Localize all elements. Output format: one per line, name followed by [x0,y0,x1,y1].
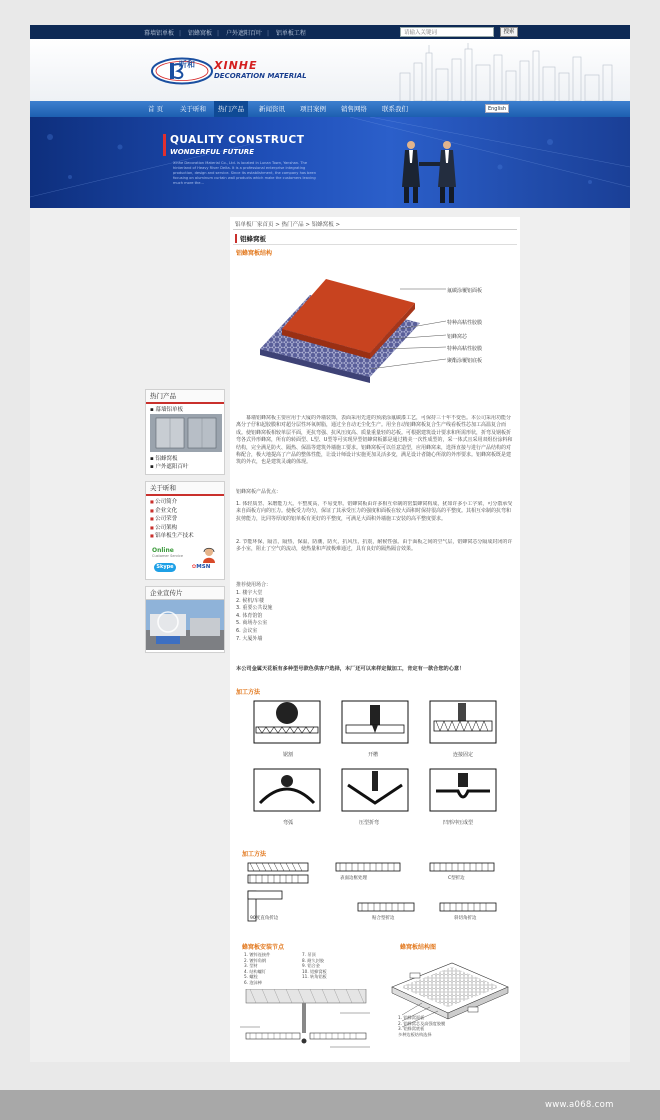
install-item: 10. 铝蜂窝板 [302,968,327,974]
install-item: 2. 镀锌角钢 [244,957,267,963]
businessmen-illustration [402,141,456,203]
structure-label: 多种边板结构选择 [398,1031,432,1037]
breadcrumb: 铝单板厂家首页 > 热门产品 > 铝蜂窝板 > [235,222,341,228]
online-service[interactable]: Online Customer Service Skype ✿MSN [150,545,220,575]
structure-label: 3. 铝蜂窝底板 [398,1026,425,1032]
hot-item-louver[interactable]: ▪ 户外遮阳百叶 [150,463,189,470]
install-item: 9. 铝合金 [302,963,320,969]
use-item: 7. 大厦外墙 [236,635,263,642]
use-item: 4. 体育馆馆 [236,612,263,619]
install-item: 5. 螺栓 [244,974,258,980]
process-caption-groove: 开槽 [368,752,379,758]
uses-title: 推荐使用场合： [236,582,272,588]
install-item: 8. 耐久封胶 [302,957,325,963]
install-item: 7. 吊顶 [302,952,316,957]
advantage-1: 1. 体轻质坚、采磨能力大。平整度高，不易变形。铝蜂窝板由许多相互牵制的密集蜂窝构成，犹如许多小工字梁，可分散承受来自面板方向的压力。使板受力均匀，保证了其承受压力的强度和面板在较大面积时保持很高的平整度。其相互牵制的抗弯和抗剪能力，比同等厚度的铝单板有更好的平整度，可满足大面积外墙施工安装的高平整度要求。 [236,501,513,522]
promo-video-thumbnail[interactable] [146,600,224,650]
hot-products-box [145,389,225,475]
install-heading: 蜂窝板安装节点 [242,944,285,951]
service-agent-icon [202,547,216,563]
process-heading: 加工方法 [236,689,261,696]
banner-decoration [30,117,630,208]
structure-heading: 铝蜂窝板结构 [236,250,273,257]
method-caption-surface: 表面边框处理 [340,876,367,881]
custom-note: 本公司金属天花板有多种型号款色供客户选择，本厂还可以来样定做加工，肯定有一款合您的心意！ [236,666,465,672]
structure-label: 2. 铝蜂窝芯及高强度胶膜 [398,1020,446,1026]
process-caption-fasten: 连接固定 [453,752,474,758]
hot-products-title: 热门产品 [146,390,224,404]
install-list-b [302,952,327,980]
install-item: 3. 型材 [244,963,258,969]
hot-item-curtain[interactable]: ▪ 幕墙铝单板 [150,407,183,413]
structure-diagram-heading: 蜂窝板结构图 [400,944,437,951]
hot-item-honeycomb[interactable]: ▪ 铝蜂窝板 [150,456,178,462]
about-link-honor[interactable]: ■ 公司荣誉 [150,515,220,524]
install-item: 6. 泡沫棒 [244,979,262,985]
page-container [30,25,630,1062]
method-heading: 加工方法 [242,851,267,858]
logo-chinese: 昕和 [179,59,195,69]
skype-button[interactable]: Skype [154,563,176,572]
nav-home[interactable]: 首 页 [148,105,164,113]
city-skyline-graphic [390,43,630,101]
processing-methods-diagram [252,699,502,821]
install-item: 11. 转角铝板 [302,974,327,980]
layer-label-3: 铝蜂窝芯 [447,334,468,340]
search-button[interactable]: 搜索 [500,27,518,37]
brand-name: XINHE [214,59,258,72]
top-link-louver[interactable]: 户外遮阳百叶 [225,30,262,37]
about-link-structure[interactable]: ■ 公司架构 [150,524,220,533]
search-input[interactable]: 请输入关键词 [400,27,494,37]
intro-paragraph: 幕墙铝蜂窝板主要应用于大厦的外墙装饰，表面采用先进的预滚涂氟碳漆工艺，可保持三十年不变色。本公司采用功能分离分子仔和起胶膜和对超分层性环氧树脂，通过全自动无尘化生产。用全自动铝蜂窝板复合生产线看板性芯加工高温复合而成。使铝蜂窝板相较单层平面，更抗弯强、抗风压度高、质量重量轻的芯板。可根据建筑设计要求和所需形状，折弯及钢板折弯各式异形蜂窝，所有的转面型、L型、U型等可实现异型铝蜂窝板都是通过精美一次性成型的，采一体式且采用双组份涂料和结构，完全满足防火、隔热、保温等建筑外墙施工要求。铝蜂窝板可以任意造型，应用蜂窝来，选择直接与进行产品结构的对称配合，极大地提高了产品的整体性能，让设计师设计实施更加灵活多变，满足设计者随心所欲的外形要求。铝蜂窝板既是建筑的外衣，也是建筑灵魂的体现。 [236,415,513,466]
about-title: 关于昕和 [146,482,224,496]
method-caption-bevel: 斜切角折边 [454,916,477,921]
banner-title: QUALITY CONSTRUCT [170,134,305,146]
use-item: 1. 楼宇大堂 [236,590,263,596]
install-item: 1. 镀锌连接件 [244,952,271,957]
advantages-title: 铝蜂窝板产品优点： [236,489,282,495]
top-links: 幕墙铝单板 | 铝蜂窝板 | 户外遮阳百叶 | 铝单板工程 [144,30,306,37]
nav-sales[interactable]: 销售网络 [341,105,367,113]
nav-news[interactable]: 新闻资讯 [259,105,285,113]
promo-box [145,586,225,653]
header [30,39,630,101]
main-nav [30,101,630,117]
english-button[interactable]: English [485,104,509,113]
top-link-projects[interactable]: 铝单板工程 [275,30,306,37]
sidebar [145,389,225,659]
layer-label-1: 氟碳涂覆铝面板 [447,288,483,294]
top-link-honeycomb[interactable]: 铝蜂窝板 [187,30,212,37]
nav-contact[interactable]: 联系我们 [382,105,408,113]
method-caption-90: 90度直角折边 [250,916,279,921]
uses-list [236,590,272,643]
layer-label-2: 特种高粘性胶膜 [447,320,483,326]
nav-about[interactable]: 关于昕和 [180,105,206,113]
install-node-diagram [240,989,380,1055]
page-title: 铝蜂窝板 [235,234,266,243]
brand-subtitle: DECORATION MATERIAL [214,72,307,80]
advantage-2: 2. 节能环保，隔音，隔热，保温，防潮，防火，抗风压，抗震，耐候性强。由于面板之间的空气层，铝蜂窝芯分隔成封闭的许多小室，阻止了空气的流动，使热量和声波极难通过，具有良好的隔热隔音效果。 [236,539,513,553]
main-content [230,217,520,1062]
banner-description: Xinhe Decoration Material Co., Ltd. is located in Lunan Town, Yanshan. The hinterland of Heavy River Delta. It is a professional enterprise integrating production, design and service. Since its establishment, the company has been focusing on aluminum curtain wall products which make the customers leaving much more the... [173,161,317,185]
structure-labels [398,1015,445,1037]
install-item: 4. 结构螺钉 [244,968,267,974]
about-link-intro[interactable]: ■ 公司简介 [150,498,220,507]
use-item: 3. 重要公共设施 [236,605,273,612]
layer-label-4: 特种高粘性胶膜 [447,346,483,352]
msn-button[interactable]: ✿MSN [191,563,211,570]
msn-icon: ✿ [191,563,197,570]
promo-title: 企业宣传片 [146,587,224,600]
install-list-a [244,952,270,986]
method-caption-c-fold: C型折边 [448,876,465,881]
nav-cases[interactable]: 项目案例 [300,105,326,113]
method-caption-fit: 贴合型折边 [372,916,395,921]
process-caption-press: 压型折弯 [359,820,380,826]
structure-label: 1. 铝蜂窝面板 [398,1015,425,1020]
process-caption-bend: 弯弧 [283,820,294,826]
hero-banner [30,117,630,208]
nav-products[interactable]: 热门产品 [214,101,248,117]
about-link-culture[interactable]: ■ 企业文化 [150,507,220,516]
process-caption-stamp: 凹形冲压成型 [443,820,474,826]
use-item: 2. 候机/车楼 [236,597,265,604]
about-box [145,481,225,580]
product-thumbnail[interactable] [150,414,222,452]
about-link-tech[interactable]: ■ 铝单板生产技术 [150,532,220,541]
watermark: www.a068.com [545,1100,614,1110]
layer-label-5: 聚酯涂覆铝底板 [447,358,483,364]
use-item: 5. 商场办公室 [236,620,268,627]
use-item: 6. 会议室 [236,627,258,634]
top-bar [30,25,630,39]
top-link-curtain[interactable]: 幕墙铝单板 [144,30,175,37]
edge-methods-diagram [246,861,506,933]
process-caption-saw: 锯割 [283,752,294,758]
banner-subtitle: WONDERFUL FUTURE [170,148,254,156]
